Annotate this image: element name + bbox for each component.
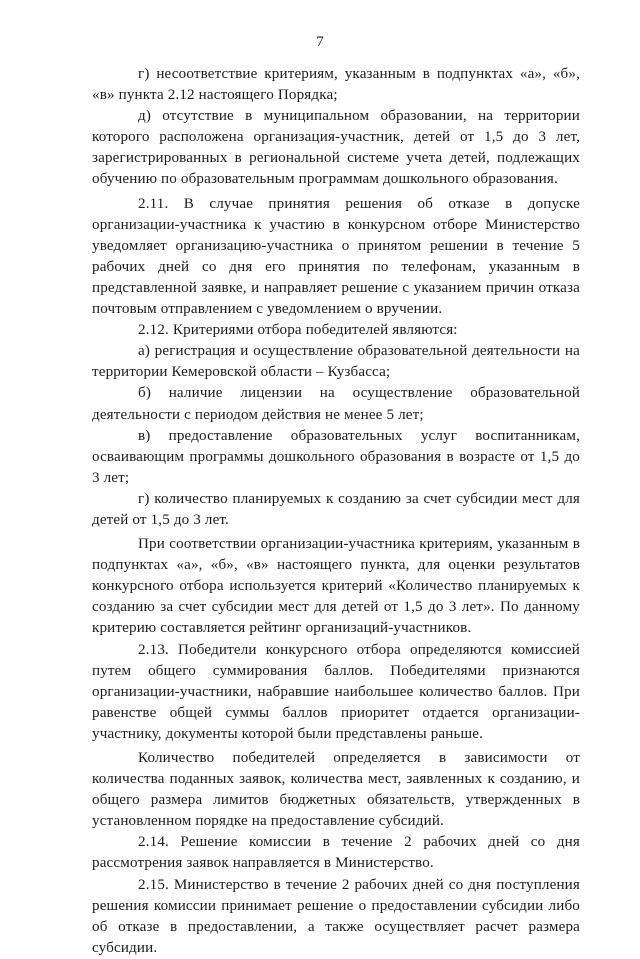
paragraph-2-14: 2.14. Решение комиссии в течение 2 рабочих дней со дня рассмотрения заявок направляется в Министерство. — [92, 834, 580, 872]
page-number: 7 — [316, 34, 324, 50]
paragraph-criterion-a: а) регистрация и осуществление образовательной деятельности на территории Кемеровской области – Кузбасса; — [92, 343, 580, 381]
paragraph-winners-count: Количество победителей определяется в зависимости от количества поданных заявок, количества мест, заявленных к созданию, и общего размера лимитов бюджетных обязательств, утвержденных в установленном порядке на предоставление субсидий. — [92, 750, 580, 830]
paragraph-criterion-g: г) количество планируемых к созданию за счет субсидии мест для детей от 1,5 до 3 лет. — [92, 490, 580, 528]
paragraph-criterion-v: в) предоставление образовательных услуг воспитанникам, осваивающим программы дошкольного образования в возрасте от 1,5 до 3 лет; — [92, 427, 580, 486]
paragraph-item-g-mismatch: г) несоответствие критериям, указанным в подпунктах «а», «б», «в» пункта 2.12 настоящего Порядка; — [92, 66, 580, 104]
paragraph-2-15: 2.15. Министерство в течение 2 рабочих дней со дня поступления решения комиссии принимает решение о предоставлении субсидии либо об отказе в предоставлении, а также осуществляет расчет размера субсидии. — [92, 876, 580, 956]
paragraph-2-11: 2.11. В случае принятия решения об отказе в допуске организации-участника к участию в конкурсном отборе Министерство уведомляет организацию-участника о принятом решении в течение 5 рабочих дней со дня его принятия по телефонам, указанным в представленной заявке, и направляет решение с указанием причин отказа почтовым отправлением с уведомлением о вручении. — [92, 195, 580, 318]
paragraph-criterion-b: б) наличие лицензии на осуществление образовательной деятельности с периодом действия не менее 5 лет; — [92, 385, 580, 423]
paragraph-2-13: 2.13. Победители конкурсного отбора определяются комиссией путем общего суммирования баллов. Победителями признаются организации-участники, набравшие наибольшее количество баллов. При равенстве общей суммы баллов приоритет отдается организации-участнику, документы которой были представлены раньше. — [92, 641, 580, 742]
document-body — [92, 64, 580, 959]
paragraph-rating: При соответствии организации-участника критериям, указанным в подпунктах «а», «б», «в» настоящего пункта, для оценки результатов конкурсного отбора используется критерий «Количество планируемых к созданию за счет субсидии мест для детей от 1,5 до 3 лет». По данному критерию составляется рейтинг организаций-участников. — [92, 536, 580, 637]
paragraph-2-12: 2.12. Критериями отбора победителей являются: — [138, 322, 458, 339]
paragraph-item-d-no-children: д) отсутствие в муниципальном образовании, на территории которого расположена организация-участник, детей от 1,5 до 3 лет, зарегистрированных в региональной системе учета детей, подлежащих обучению по образовательным программам дошкольного образования. — [92, 108, 580, 188]
